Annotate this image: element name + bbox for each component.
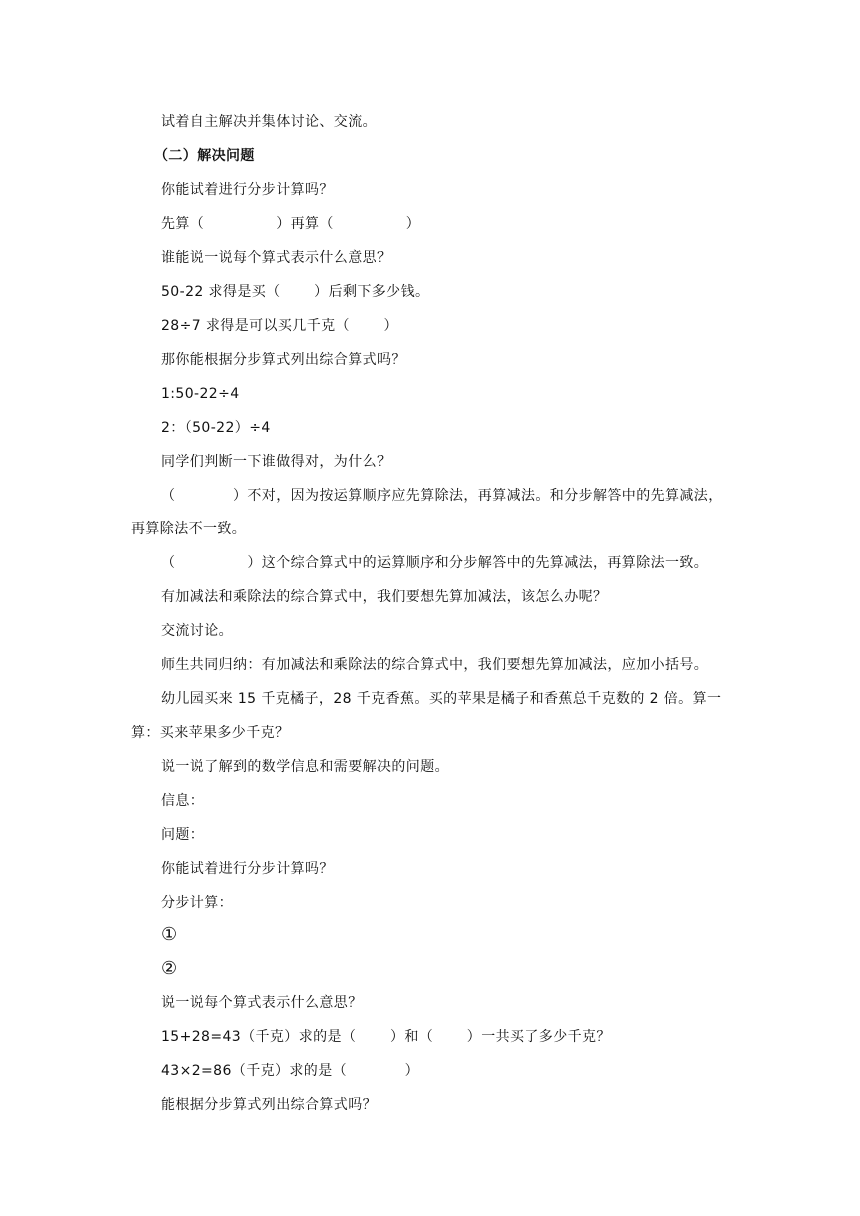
paragraph-line: 43×2=86（千克）求的是（ ）	[161, 1063, 419, 1079]
paragraph-line: 1:50-22÷4	[161, 386, 240, 402]
paragraph-line: 你能试着进行分步计算吗？	[161, 861, 334, 877]
paragraph-line: 再算除法不一致。	[131, 521, 247, 537]
paragraph-line: 师生共同归纳：有加减法和乘除法的综合算式中，我们要想先算加减法，应加小括号。	[161, 657, 709, 673]
paragraph-line: 谁能说一说每个算式表示什么意思？	[161, 250, 392, 266]
paragraph-line: 说一说每个算式表示什么意思？	[161, 995, 363, 1011]
paragraph-line: 说一说了解到的数学信息和需要解决的问题。	[161, 759, 449, 775]
paragraph-line: （ ）这个综合算式中的运算顺序和分步解答中的先算减法，再算除法一致。	[161, 555, 709, 571]
step-number-2: ②	[161, 958, 178, 979]
paragraph-line: 分步计算：	[161, 895, 233, 911]
paragraph-line: 算：买来苹果多少千克？	[131, 725, 290, 741]
paragraph-line: 先算（ ）再算（ ）	[161, 216, 421, 232]
paragraph-line: 15+28=43（千克）求的是（ ）和（ ）一共买了多少千克？	[161, 1029, 611, 1045]
paragraph-line: 信息：	[161, 793, 205, 809]
paragraph-line: 试着自主解决并集体讨论、交流。	[161, 114, 377, 130]
paragraph-line: 那你能根据分步算式列出综合算式吗？	[161, 352, 406, 368]
paragraph-line: 50-22 求得是买（ ）后剩下多少钱。	[161, 284, 430, 300]
section-heading: （二）解决问题	[154, 148, 255, 164]
paragraph-line: 有加减法和乘除法的综合算式中，我们要想先算加减法，该怎么办呢？	[161, 589, 608, 605]
paragraph-line: 交流讨论。	[161, 623, 233, 639]
paragraph-line: 幼儿园买来 15 千克橘子，28 千克香蕉。买的苹果是橘子和香蕉总千克数的 2 倍。算一	[161, 691, 722, 707]
paragraph-line: 同学们判断一下谁做得对，为什么？	[161, 454, 392, 470]
paragraph-line: 28÷7 求得是可以买几千克（ ）	[161, 318, 398, 334]
paragraph-line: 能根据分步算式列出综合算式吗？	[161, 1097, 377, 1113]
step-number-1: ①	[161, 924, 178, 945]
paragraph-line: 你能试着进行分步计算吗？	[161, 182, 334, 198]
paragraph-line: （ ）不对，因为按运算顺序应先算除法，再算减法。和分步解答中的先算减法，	[161, 488, 723, 504]
paragraph-line: 2：（50-22）÷4	[161, 420, 271, 436]
paragraph-line: 问题：	[161, 827, 205, 843]
